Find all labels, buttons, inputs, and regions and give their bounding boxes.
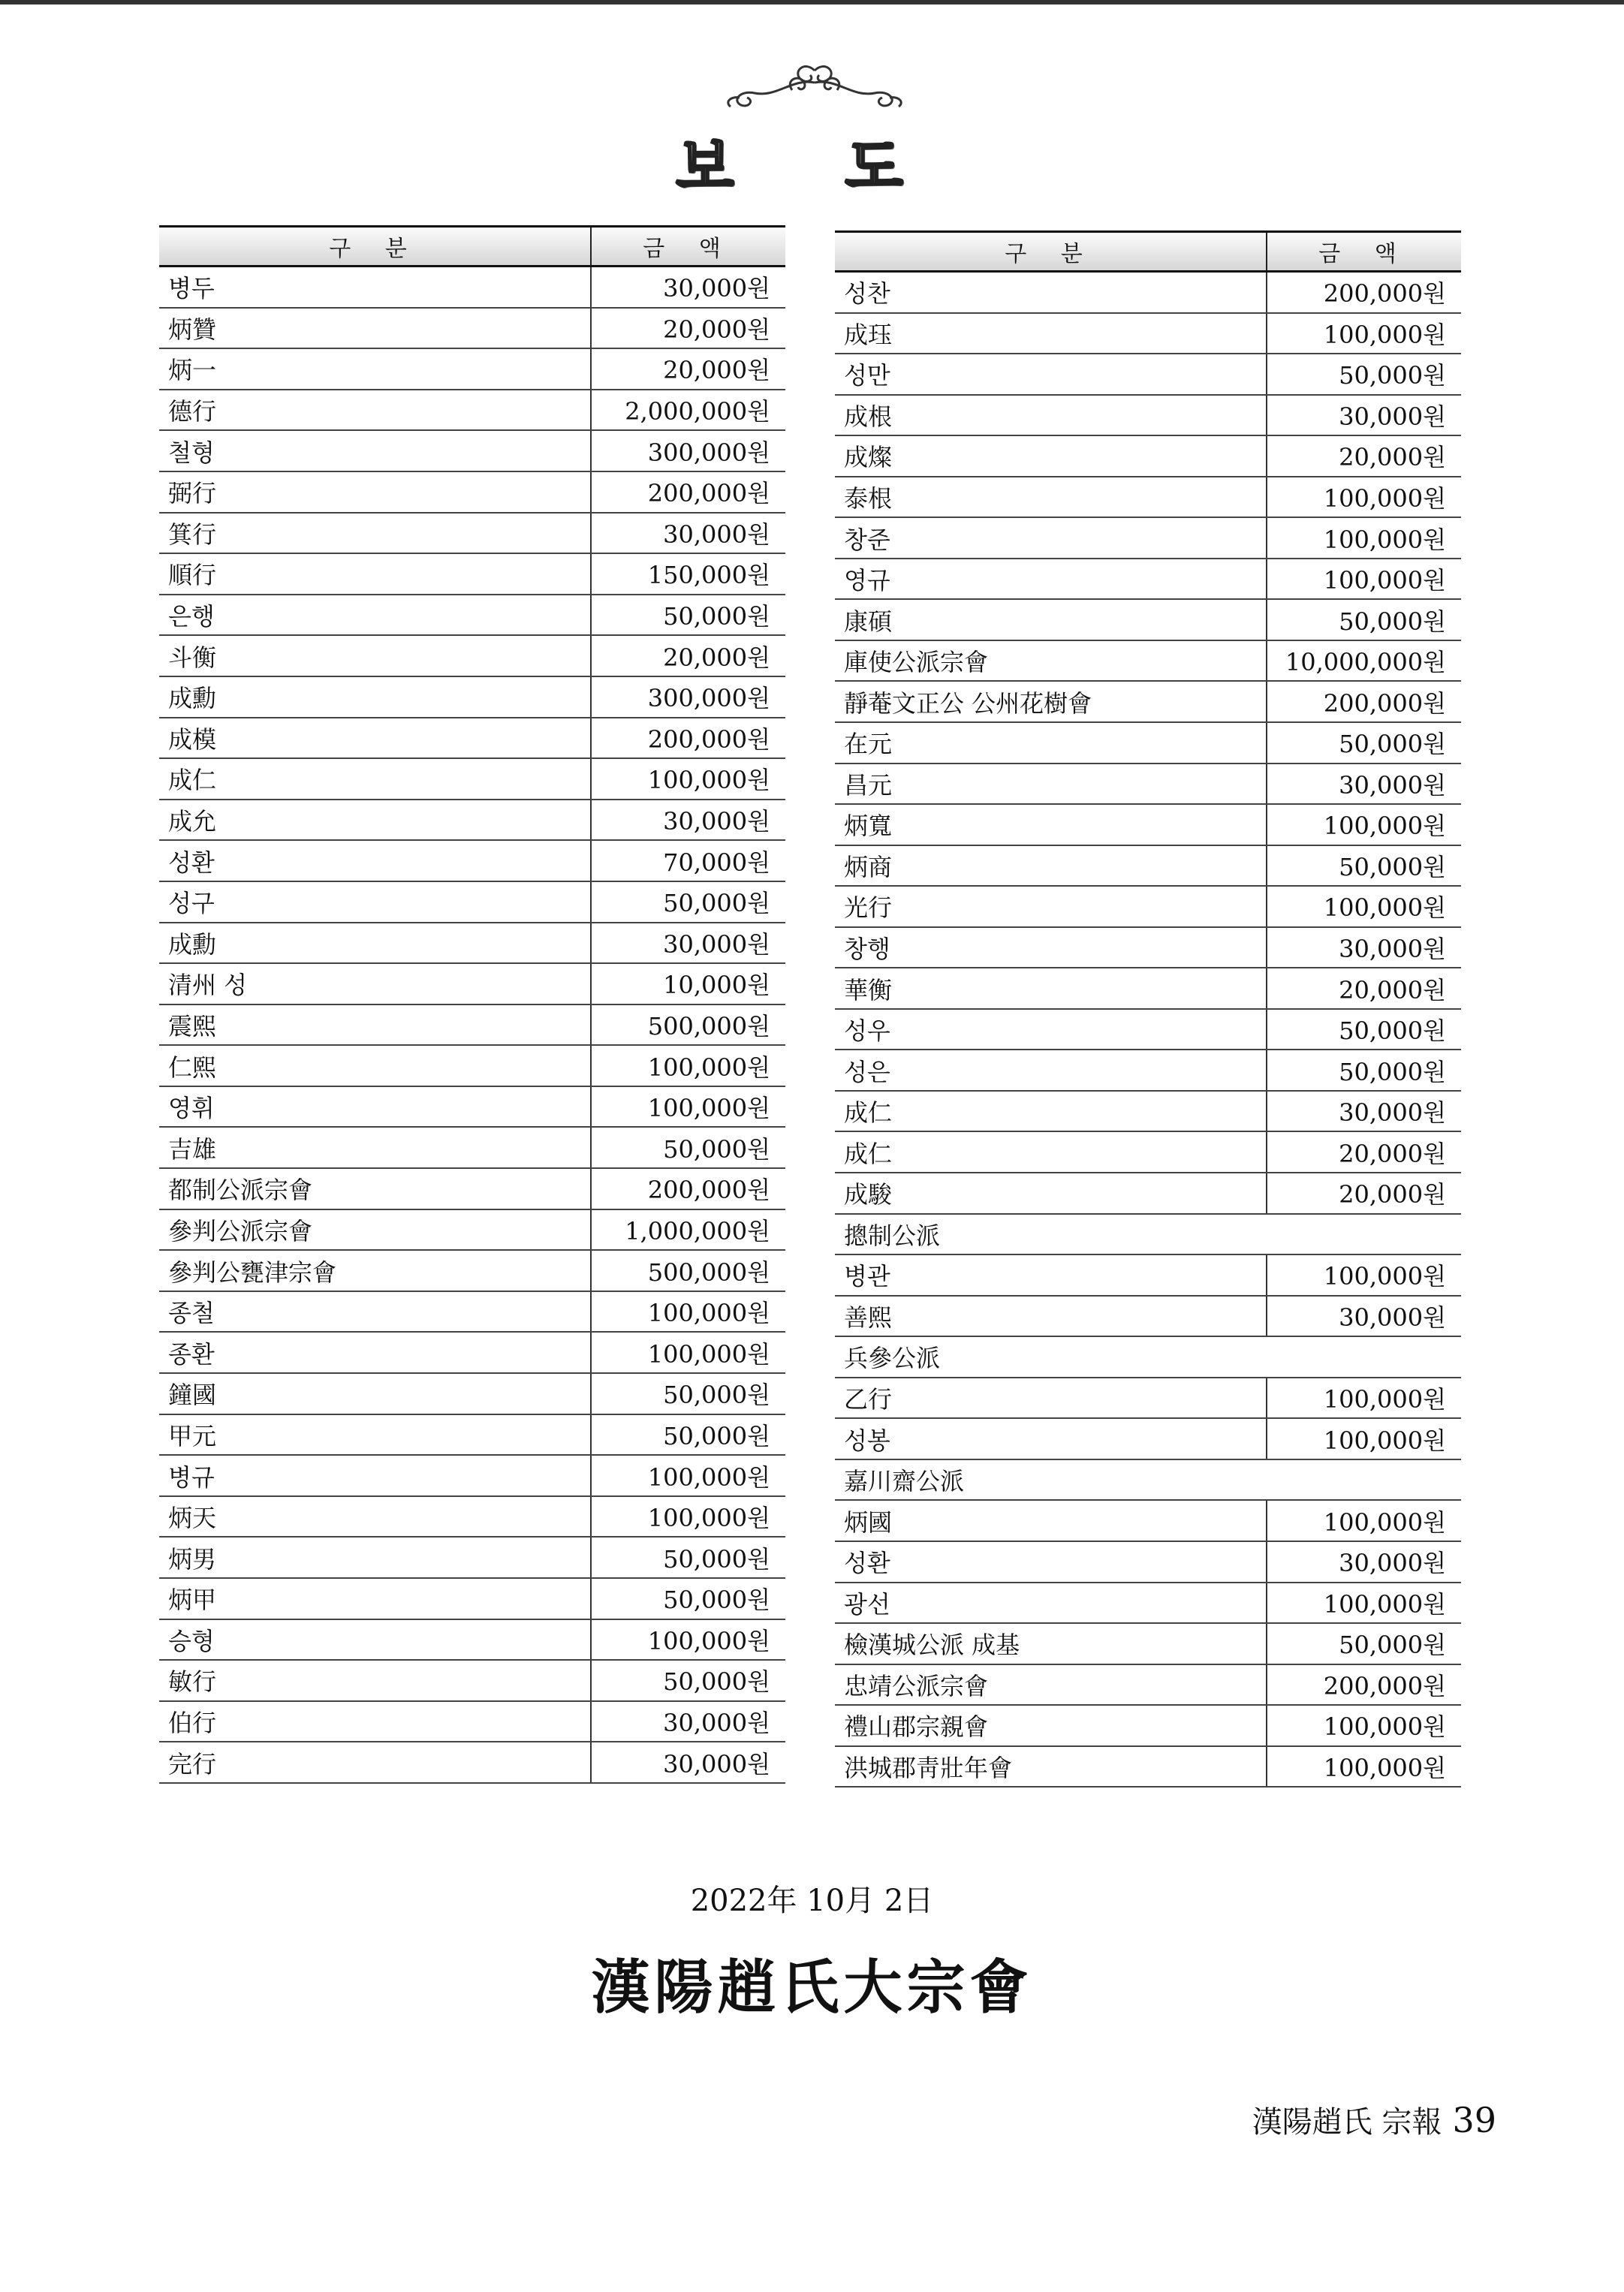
donor-name: 康碩	[835, 599, 1267, 640]
donation-amount: 50,000원	[591, 1660, 785, 1701]
table-row	[159, 1660, 785, 1701]
table-row	[159, 881, 785, 923]
donation-amount: 100,000원	[1267, 313, 1461, 354]
table-row	[835, 927, 1461, 968]
donation-amount: 30,000원	[1267, 927, 1461, 968]
donation-amount: 20,000원	[591, 348, 785, 390]
amount-header: 금 액	[1267, 232, 1461, 272]
donor-name: 箕行	[159, 513, 591, 554]
donation-amount: 2,000,000원	[591, 390, 785, 431]
table-row	[159, 1086, 785, 1128]
table-row	[159, 348, 785, 390]
donation-amount: 50,000원	[1267, 1623, 1461, 1664]
donor-name: 清州 성	[159, 963, 591, 1004]
donation-amount: 20,000원	[1267, 968, 1461, 1009]
donation-amount: 30,000원	[591, 513, 785, 554]
donation-table-left	[159, 225, 785, 1784]
group-header-row	[835, 1214, 1461, 1255]
donor-name: 성은	[835, 1050, 1267, 1091]
donation-amount: 100,000원	[1267, 1418, 1461, 1459]
donor-name: 成模	[159, 718, 591, 759]
donor-name: 병관	[835, 1254, 1267, 1296]
table-row	[835, 681, 1461, 722]
table-row	[159, 1045, 785, 1086]
table-row	[159, 676, 785, 718]
table-row	[159, 1619, 785, 1661]
table-row	[835, 1378, 1461, 1419]
donor-name: 병두	[159, 267, 591, 308]
donation-amount: 100,000원	[1267, 1378, 1461, 1419]
donor-name: 昌元	[835, 763, 1267, 805]
donor-name: 승형	[159, 1619, 591, 1661]
category-header: 구 분	[159, 227, 591, 267]
table-row	[835, 354, 1461, 395]
donor-name: 성찬	[835, 272, 1267, 313]
table-row	[835, 435, 1461, 477]
donation-amount: 50,000원	[591, 1127, 785, 1168]
donation-amount: 50,000원	[1267, 1009, 1461, 1050]
donation-amount: 30,000원	[1267, 395, 1461, 436]
table-row	[159, 1701, 785, 1742]
donation-amount: 100,000원	[1267, 804, 1461, 845]
table-row	[159, 840, 785, 881]
donor-name: 善熙	[835, 1296, 1267, 1337]
table-row	[159, 1209, 785, 1251]
table-row	[835, 272, 1461, 313]
table-row	[159, 1455, 785, 1496]
issue-date: 2022年 10月 2日	[690, 1884, 934, 1918]
donor-name: 成燦	[835, 435, 1267, 477]
table-row	[159, 471, 785, 513]
donation-amount: 150,000원	[591, 553, 785, 595]
donor-name: 都制公派宗會	[159, 1168, 591, 1209]
donation-amount: 30,000원	[591, 1701, 785, 1742]
donation-amount: 100,000원	[591, 1086, 785, 1128]
donor-name: 병규	[159, 1455, 591, 1496]
donation-amount: 20,000원	[1267, 1173, 1461, 1214]
top-rule	[0, 0, 1624, 5]
donor-name: 伯行	[159, 1701, 591, 1742]
table-row	[835, 559, 1461, 600]
donation-amount: 50,000원	[591, 1414, 785, 1456]
donation-amount: 1,000,000원	[591, 1209, 785, 1251]
donor-name: 弼行	[159, 471, 591, 513]
donor-name: 甲元	[159, 1414, 591, 1456]
table-row	[835, 1664, 1461, 1706]
donation-amount: 100,000원	[1267, 1583, 1461, 1624]
donor-name: 영휘	[159, 1086, 591, 1128]
table-row	[159, 1373, 785, 1414]
donor-name: 成允	[159, 800, 591, 841]
amount-header: 금 액	[591, 227, 785, 267]
publication-name: 漢陽趙氏 宗報	[1252, 2105, 1442, 2140]
table-row	[159, 1578, 785, 1619]
donation-amount: 100,000원	[1267, 477, 1461, 518]
table-row	[835, 722, 1461, 763]
donation-amount: 100,000원	[591, 1045, 785, 1086]
group-header-row	[835, 1459, 1461, 1501]
donation-amount: 100,000원	[1267, 1705, 1461, 1746]
donation-amount: 300,000원	[591, 676, 785, 718]
donation-amount: 50,000원	[591, 1373, 785, 1414]
table-row	[835, 395, 1461, 436]
donation-amount: 30,000원	[1267, 1091, 1461, 1132]
donor-name: 庫使公派宗會	[835, 640, 1267, 682]
donor-name: 參判公甕津宗會	[159, 1250, 591, 1291]
donation-amount: 50,000원	[1267, 599, 1461, 640]
table-row	[835, 599, 1461, 640]
table-row	[835, 1050, 1461, 1091]
donation-amount: 200,000원	[591, 471, 785, 513]
donor-name: 震熙	[159, 1004, 591, 1046]
donation-amount: 50,000원	[1267, 722, 1461, 763]
donation-amount: 100,000원	[1267, 517, 1461, 559]
donor-name: 泰根	[835, 477, 1267, 518]
donor-name: 철형	[159, 430, 591, 471]
table-row	[159, 308, 785, 349]
donation-amount: 500,000원	[591, 1004, 785, 1046]
table-row	[159, 1004, 785, 1046]
donor-name: 成根	[835, 395, 1267, 436]
donation-amount: 200,000원	[591, 1168, 785, 1209]
table-row	[159, 1250, 785, 1291]
donation-amount: 30,000원	[591, 923, 785, 964]
table-row	[159, 718, 785, 759]
donation-amount: 30,000원	[591, 267, 785, 308]
table-row	[835, 1131, 1461, 1173]
page-footer	[1252, 2098, 1496, 2141]
donation-amount: 100,000원	[591, 1291, 785, 1333]
donor-name: 在元	[835, 722, 1267, 763]
table-row	[159, 513, 785, 554]
table-row	[835, 1254, 1461, 1296]
donor-name: 종철	[159, 1291, 591, 1333]
table-row	[159, 267, 785, 308]
table-body	[159, 267, 785, 1783]
table-row	[159, 1742, 785, 1783]
table-row	[835, 968, 1461, 1009]
donor-name: 炳男	[159, 1537, 591, 1578]
donation-amount: 30,000원	[591, 800, 785, 841]
donor-name: 영규	[835, 559, 1267, 600]
donor-name: 忠靖公派宗會	[835, 1664, 1267, 1706]
donor-name: 禮山郡宗親會	[835, 1705, 1267, 1746]
table-row	[159, 1414, 785, 1456]
table-row	[159, 390, 785, 431]
donor-name: 檢漢城公派 成基	[835, 1623, 1267, 1664]
donation-amount: 200,000원	[1267, 272, 1461, 313]
donor-name: 成珏	[835, 313, 1267, 354]
donor-name: 吉雄	[159, 1127, 591, 1168]
donation-amount: 100,000원	[1267, 1746, 1461, 1788]
donation-amount: 50,000원	[591, 1578, 785, 1619]
donor-name: 炳寬	[835, 804, 1267, 845]
table-row	[835, 1296, 1461, 1337]
table-row	[835, 1091, 1461, 1132]
table-body	[835, 272, 1461, 1788]
donation-amount: 10,000,000원	[1267, 640, 1461, 682]
donor-name: 炳一	[159, 348, 591, 390]
donor-name: 靜菴文正公 公州花樹會	[835, 681, 1267, 722]
donation-amount: 20,000원	[1267, 435, 1461, 477]
donor-name: 광선	[835, 1583, 1267, 1624]
table-row	[159, 1537, 785, 1578]
donation-amount: 30,000원	[1267, 763, 1461, 805]
group-name: 摠制公派	[835, 1214, 1461, 1255]
donor-name: 成仁	[159, 758, 591, 800]
donation-amount: 300,000원	[591, 430, 785, 471]
donor-name: 창행	[835, 927, 1267, 968]
table-row	[159, 800, 785, 841]
donation-amount: 30,000원	[1267, 1296, 1461, 1337]
category-header: 구 분	[835, 232, 1267, 272]
donor-name: 炳天	[159, 1496, 591, 1538]
donor-name: 鐘國	[159, 1373, 591, 1414]
page-number: 39	[1452, 2100, 1496, 2140]
donor-name: 乙行	[835, 1378, 1267, 1419]
table-row	[835, 1541, 1461, 1583]
table-row	[159, 430, 785, 471]
donor-name: 仁熙	[159, 1045, 591, 1086]
donation-amount: 100,000원	[1267, 886, 1461, 927]
donor-name: 斗衡	[159, 635, 591, 676]
donor-name: 炳商	[835, 845, 1267, 887]
donation-amount: 100,000원	[591, 1332, 785, 1373]
donor-name: 成仁	[835, 1091, 1267, 1132]
donation-amount: 100,000원	[1267, 1254, 1461, 1296]
donor-name: 成仁	[835, 1131, 1267, 1173]
donation-amount: 30,000원	[591, 1742, 785, 1783]
donation-amount: 50,000원	[591, 881, 785, 923]
table-row	[835, 640, 1461, 682]
table-row	[835, 1583, 1461, 1624]
table-row	[835, 1173, 1461, 1214]
donation-amount: 50,000원	[1267, 1050, 1461, 1091]
table-row	[159, 923, 785, 964]
table-row	[159, 1332, 785, 1373]
group-name: 嘉川齋公派	[835, 1459, 1461, 1501]
donor-name: 光行	[835, 886, 1267, 927]
donation-amount: 20,000원	[1267, 1131, 1461, 1173]
table-row	[159, 635, 785, 676]
table-row	[159, 963, 785, 1004]
donation-amount: 200,000원	[1267, 1664, 1461, 1706]
donation-amount: 500,000원	[591, 1250, 785, 1291]
table-row	[159, 553, 785, 595]
table-row	[159, 1168, 785, 1209]
donor-name: 은행	[159, 595, 591, 636]
table-row	[835, 1705, 1461, 1746]
table-row	[835, 1009, 1461, 1050]
donor-name: 完行	[159, 1742, 591, 1783]
donor-name: 順行	[159, 553, 591, 595]
table-row	[159, 1496, 785, 1538]
table-row	[835, 804, 1461, 845]
donation-amount: 100,000원	[1267, 559, 1461, 600]
donation-amount: 30,000원	[1267, 1541, 1461, 1583]
donation-table-right	[835, 230, 1461, 1788]
donor-name: 敏行	[159, 1660, 591, 1701]
table-row	[835, 313, 1461, 354]
table-row	[835, 1746, 1461, 1788]
table-row	[159, 758, 785, 800]
table-row	[159, 1291, 785, 1333]
donation-amount: 100,000원	[591, 1455, 785, 1496]
donation-amount: 20,000원	[591, 308, 785, 349]
table-header-row	[159, 227, 785, 267]
table-row	[159, 595, 785, 636]
table-row	[835, 1418, 1461, 1459]
table-row	[159, 1127, 785, 1168]
table-row	[835, 517, 1461, 559]
donation-amount: 50,000원	[1267, 354, 1461, 395]
group-header-row	[835, 1336, 1461, 1378]
donor-name: 성봉	[835, 1418, 1267, 1459]
donor-name: 參判公派宗會	[159, 1209, 591, 1251]
donor-name: 成勳	[159, 676, 591, 718]
donation-amount: 50,000원	[591, 595, 785, 636]
donor-name: 성우	[835, 1009, 1267, 1050]
donor-name: 성만	[835, 354, 1267, 395]
donation-amount: 100,000원	[591, 1496, 785, 1538]
table-row	[835, 763, 1461, 805]
donor-name: 洪城郡靑壯年會	[835, 1746, 1267, 1788]
donation-amount: 70,000원	[591, 840, 785, 881]
donation-amount: 100,000원	[1267, 1500, 1461, 1541]
donation-amount: 100,000원	[591, 1619, 785, 1661]
donor-name: 德行	[159, 390, 591, 431]
donation-amount: 200,000원	[1267, 681, 1461, 722]
donor-name: 성구	[159, 881, 591, 923]
donor-name: 炳贊	[159, 308, 591, 349]
donation-amount: 200,000원	[591, 718, 785, 759]
table-row	[835, 845, 1461, 887]
page-heading: 보 도	[676, 132, 948, 202]
donation-amount: 100,000원	[591, 758, 785, 800]
donation-amount: 10,000원	[591, 963, 785, 1004]
donor-name: 華衡	[835, 968, 1267, 1009]
table-row	[835, 1623, 1461, 1664]
table-header-row	[835, 232, 1461, 272]
donor-name: 종환	[159, 1332, 591, 1373]
table-row	[835, 886, 1461, 927]
donor-name: 成駿	[835, 1173, 1267, 1214]
donation-amount: 50,000원	[591, 1537, 785, 1578]
donor-name: 炳國	[835, 1500, 1267, 1541]
table-row	[835, 477, 1461, 518]
donor-name: 炳甲	[159, 1578, 591, 1619]
table-row	[835, 1500, 1461, 1541]
group-name: 兵參公派	[835, 1336, 1461, 1378]
donor-name: 성환	[159, 840, 591, 881]
donor-name: 成勳	[159, 923, 591, 964]
donor-name: 성환	[835, 1541, 1267, 1583]
donation-amount: 20,000원	[591, 635, 785, 676]
donation-amount: 50,000원	[1267, 845, 1461, 887]
organization-name: 漢陽趙氏大宗會	[591, 1953, 1033, 2022]
donor-name: 창준	[835, 517, 1267, 559]
scroll-ornament-icon	[717, 60, 912, 110]
